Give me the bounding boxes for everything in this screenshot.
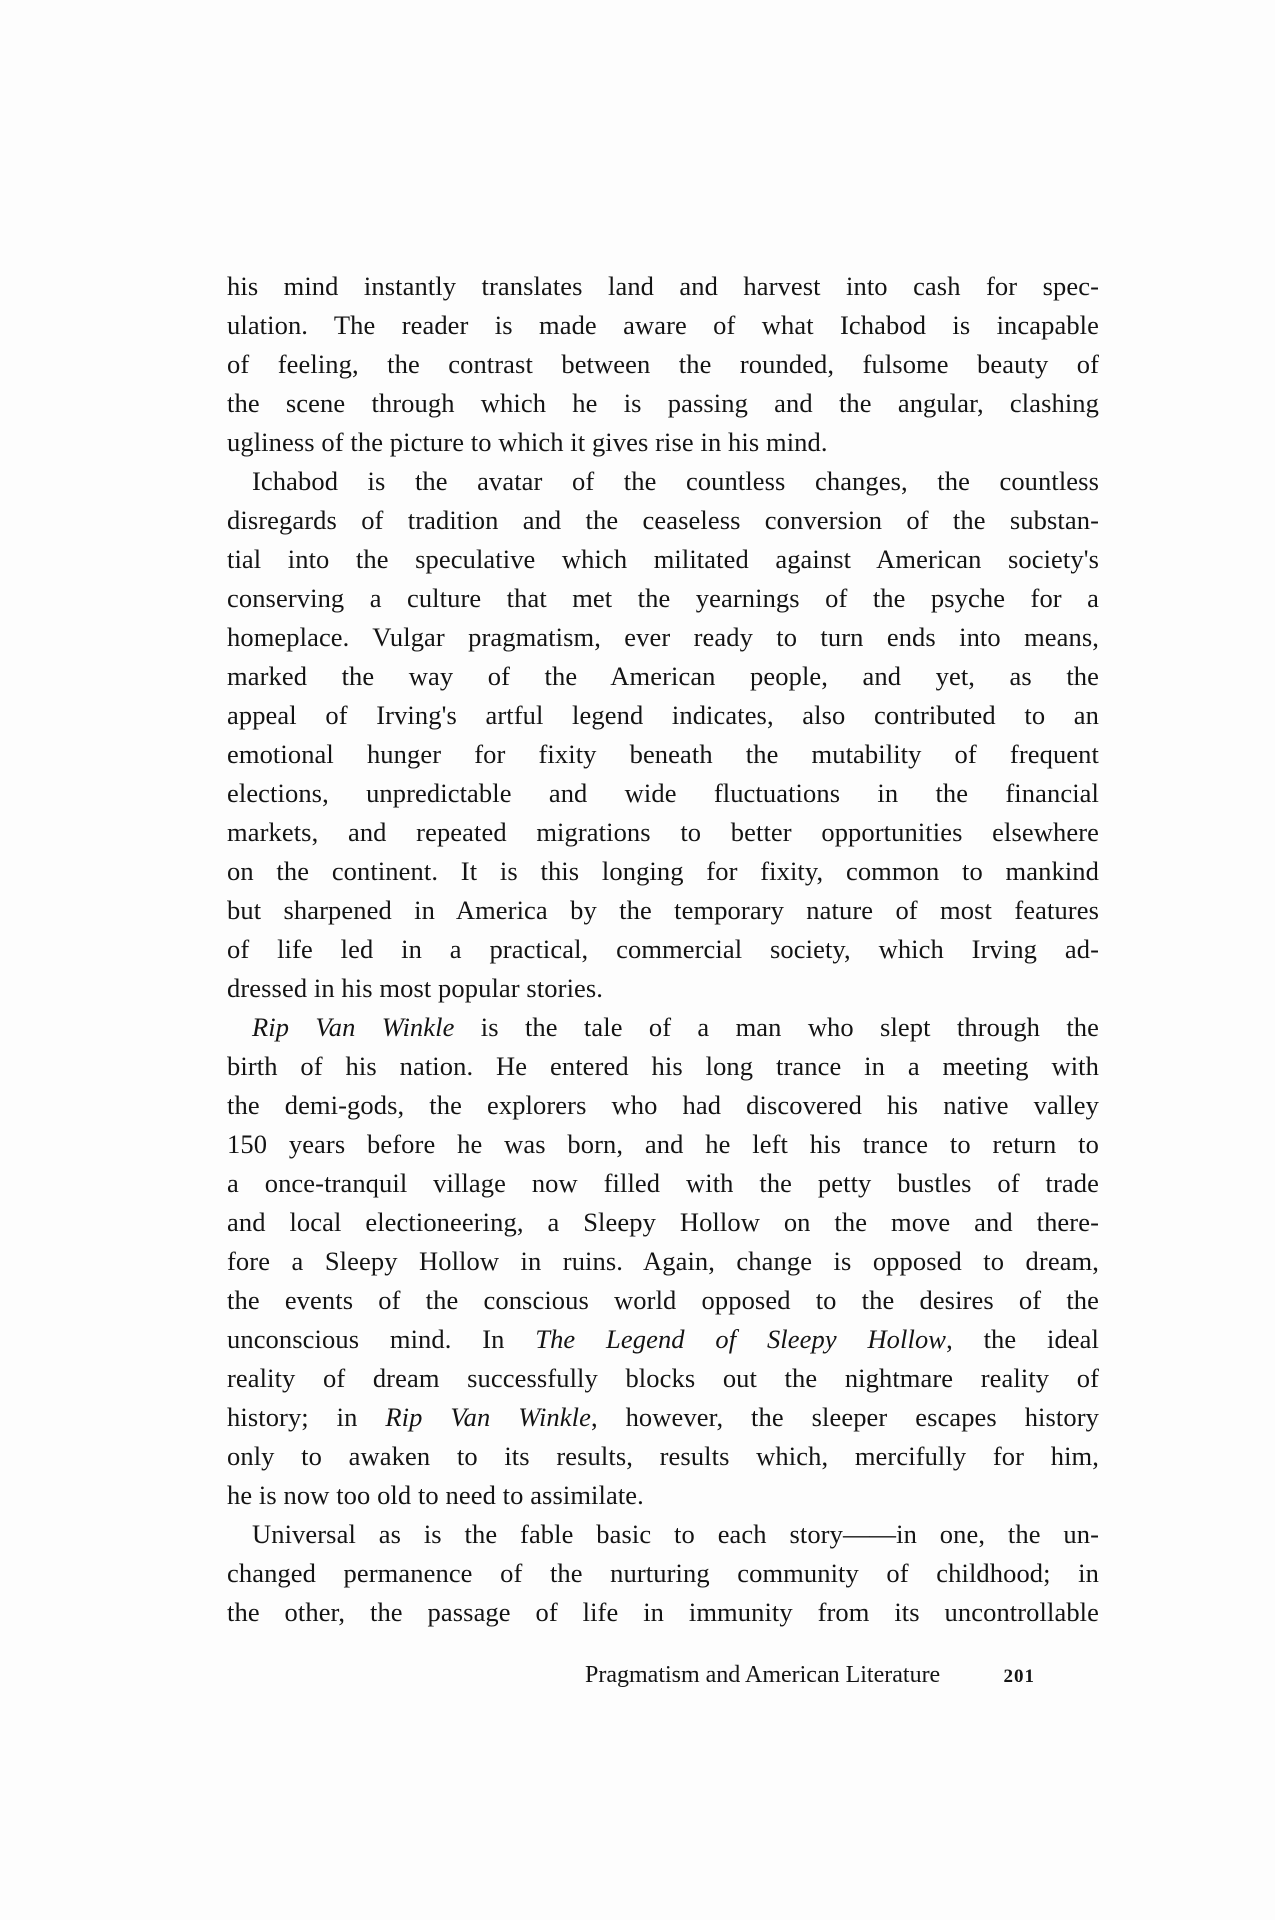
text-run: on the continent. It is this longing for fixity, common to mankind — [227, 856, 1099, 886]
text-run: ulation. The reader is made aware of what Ichabod is incapable — [227, 310, 1099, 340]
italic-title: Rip Van Winkle — [252, 1012, 455, 1042]
text-line — [227, 696, 1099, 735]
text-line — [227, 1398, 1099, 1437]
text-line — [227, 267, 1099, 306]
text-run: ugliness of the picture to which it gives rise in his mind. — [227, 427, 828, 457]
text-run: unconscious mind. In — [227, 1324, 536, 1354]
text-run: history; in — [227, 1402, 386, 1432]
text-run: and local electioneering, a Sleepy Hollow on the move and there- — [227, 1207, 1099, 1237]
text-line — [227, 1593, 1099, 1632]
text-line — [227, 384, 1099, 423]
text-line — [227, 423, 1099, 462]
running-title: Pragmatism and American Literature — [585, 1662, 941, 1688]
text-run: reality of dream successfully blocks out the nightmare reality of — [227, 1363, 1099, 1393]
text-line — [227, 1008, 1099, 1047]
text-run: of feeling, the contrast between the rounded, fulsome beauty of — [227, 349, 1099, 379]
text-line — [227, 1125, 1099, 1164]
text-line — [227, 657, 1099, 696]
text-line — [227, 852, 1099, 891]
text-line — [227, 1437, 1099, 1476]
text-line — [227, 930, 1099, 969]
text-run: Universal as is the fable basic to each story——in one, the un- — [252, 1519, 1099, 1549]
text-run: , however, the sleeper escapes history — [590, 1402, 1100, 1432]
text-run: the other, the passage of life in immunity from its uncontrollable — [227, 1597, 1099, 1627]
text-line — [227, 579, 1099, 618]
text-run: only to awaken to its results, results which, mercifully for him, — [227, 1441, 1099, 1471]
text-line — [227, 1164, 1099, 1203]
text-run: but sharpened in America by the temporary nature of most features — [227, 895, 1099, 925]
text-run: appeal of Irving's artful legend indicates, also contributed to an — [227, 700, 1099, 730]
text-line — [227, 774, 1099, 813]
text-line — [227, 1554, 1099, 1593]
text-run: is the tale of a man who slept through the — [454, 1012, 1100, 1042]
text-run: dressed in his most popular stories. — [227, 973, 604, 1003]
paragraph — [227, 267, 1099, 462]
text-run: Ichabod is the avatar of the countless changes, the countless — [252, 466, 1099, 496]
text-run: conserving a culture that met the yearnings of the psyche for a — [227, 583, 1099, 613]
italic-title: Rip Van Winkle — [385, 1402, 591, 1432]
text-run: disregards of tradition and the ceaseless conversion of the substan- — [227, 505, 1099, 535]
text-line — [227, 1281, 1099, 1320]
page-footer — [585, 1661, 1035, 1691]
text-line — [227, 618, 1099, 657]
text-run: of life led in a practical, commercial society, which Irving ad- — [227, 934, 1099, 964]
text-run: emotional hunger for fixity beneath the mutability of frequent — [227, 739, 1099, 769]
text-line — [227, 1047, 1099, 1086]
text-run: homeplace. Vulgar pragmatism, ever ready to turn ends into means, — [227, 622, 1099, 652]
text-line — [227, 1086, 1099, 1125]
text-line — [227, 1203, 1099, 1242]
text-run: , the ideal — [946, 1324, 1099, 1354]
text-run: he is now too old to need to assimilate. — [227, 1480, 644, 1510]
text-run: his mind instantly translates land and harvest into cash for spec- — [227, 271, 1099, 301]
text-run: the scene through which he is passing and the angular, clashing — [227, 388, 1099, 418]
text-line — [227, 891, 1099, 930]
text-line — [227, 735, 1099, 774]
text-run: 150 years before he was born, and he left his trance to return to — [227, 1129, 1099, 1159]
text-line — [227, 1476, 1099, 1515]
body-text — [227, 267, 1099, 1632]
text-line — [227, 540, 1099, 579]
paragraph — [227, 1008, 1099, 1515]
text-line — [227, 1242, 1099, 1281]
text-line — [227, 1515, 1099, 1554]
paragraph — [227, 462, 1099, 1008]
text-run: changed permanence of the nurturing community of childhood; in — [227, 1558, 1099, 1588]
text-run: the events of the conscious world opposed to the desires of the — [227, 1285, 1099, 1315]
text-run: marked the way of the American people, and yet, as the — [227, 661, 1099, 691]
text-line — [227, 1359, 1099, 1398]
text-run: birth of his nation. He entered his long trance in a meeting with — [227, 1051, 1099, 1081]
text-line — [227, 1320, 1099, 1359]
text-run: fore a Sleepy Hollow in ruins. Again, change is opposed to dream, — [227, 1246, 1099, 1276]
text-line — [227, 501, 1099, 540]
text-line — [227, 306, 1099, 345]
text-line — [227, 345, 1099, 384]
page-number: 201 — [1003, 1666, 1035, 1687]
text-run: a once-tranquil village now filled with the petty bustles of trade — [227, 1168, 1099, 1198]
text-run: elections, unpredictable and wide fluctuations in the financial — [227, 778, 1099, 808]
text-run: tial into the speculative which militated against American society's — [227, 544, 1099, 574]
text-run: the demi-gods, the explorers who had discovered his native valley — [227, 1090, 1099, 1120]
text-line — [227, 462, 1099, 501]
text-line — [227, 969, 1099, 1008]
text-line — [227, 813, 1099, 852]
text-run: markets, and repeated migrations to better opportunities elsewhere — [227, 817, 1099, 847]
paragraph — [227, 1515, 1099, 1632]
italic-title: The Legend of Sleepy Hollow — [535, 1324, 947, 1354]
